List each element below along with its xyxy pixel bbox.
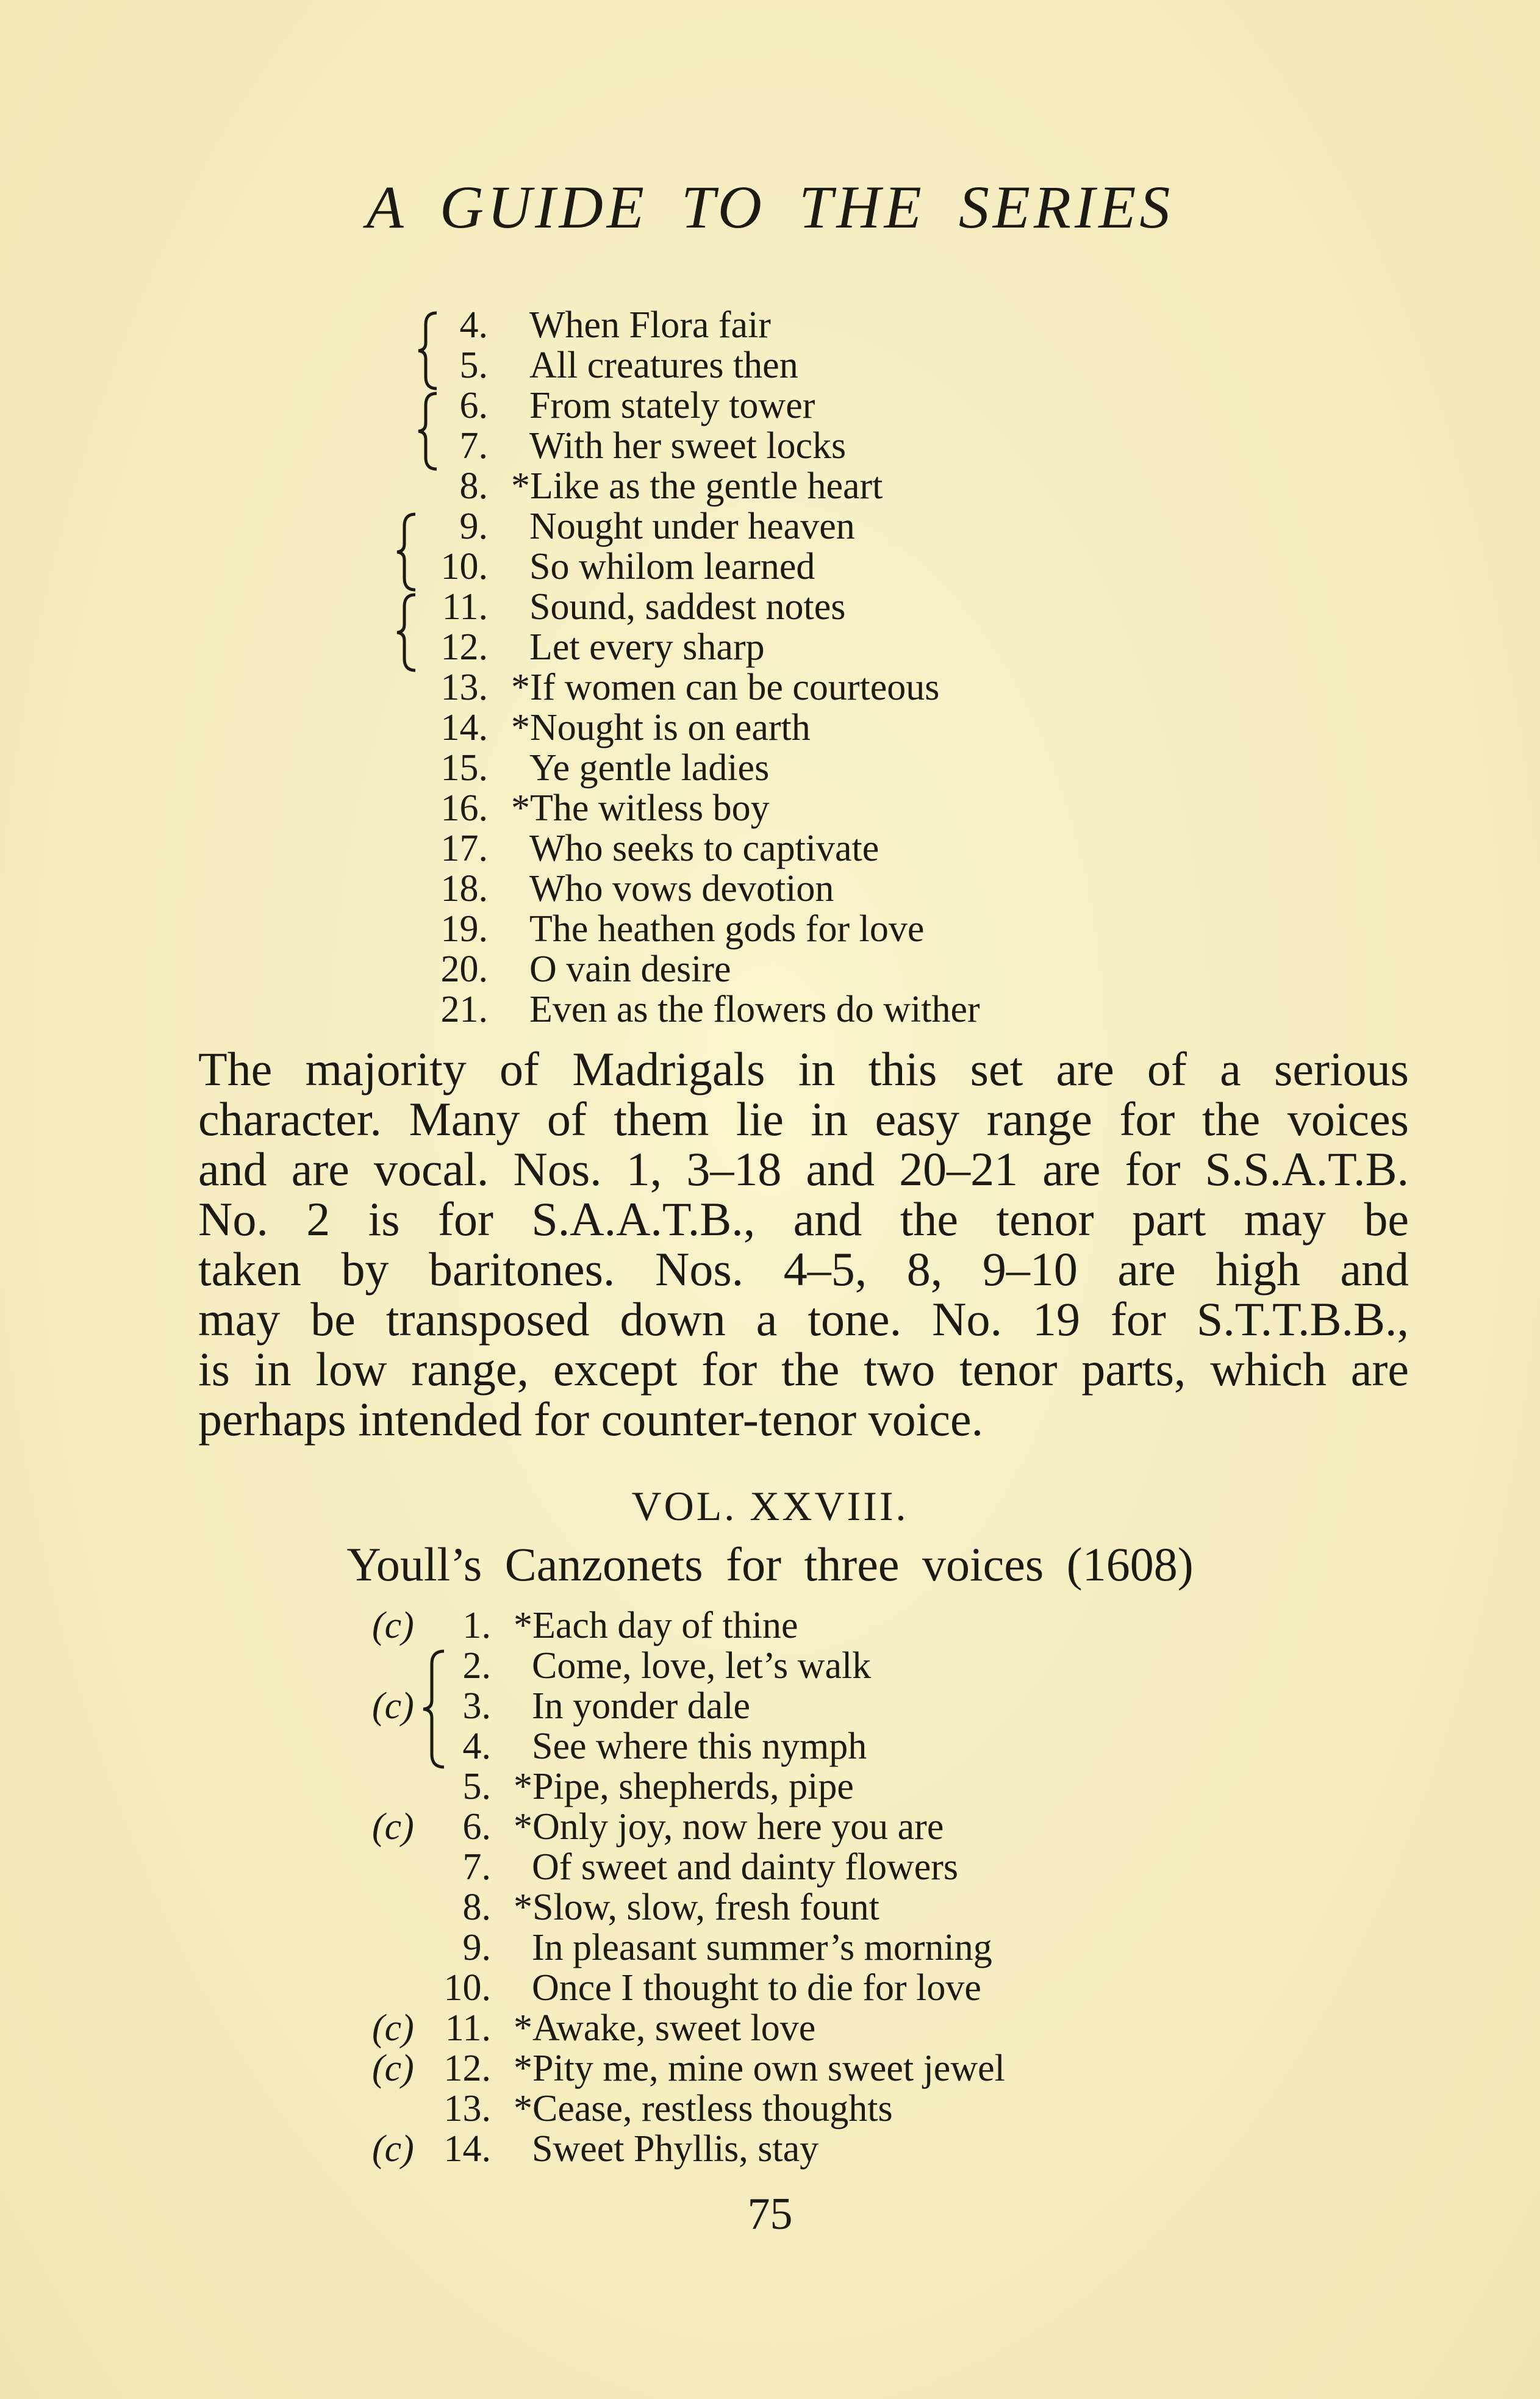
item-title: *Only joy, now here you are xyxy=(514,1806,944,1848)
item-title: O vain desire xyxy=(529,948,731,990)
item-title: See where this nymph xyxy=(532,1726,867,1767)
item-number: 2. xyxy=(462,1645,491,1687)
item-title: *Each day of thine xyxy=(514,1605,798,1646)
brace-9-10 xyxy=(393,512,418,592)
paragraph-line: and are vocal. Nos. 1, 3–18 and 20–21 are for S.S.A.T.B. xyxy=(198,1142,1409,1196)
item-number: 13. xyxy=(440,667,488,708)
item-title: *Like as the gentle heart xyxy=(511,465,883,507)
volume-label: VOL. XXVIII. xyxy=(631,1483,909,1529)
item-number: 9. xyxy=(459,506,488,547)
item-title: *Pity me, mine own sweet jewel xyxy=(514,2048,1005,2089)
item-number: 8. xyxy=(459,465,488,507)
item-title: The heathen gods for love xyxy=(529,908,925,950)
item-title: *If women can be courteous xyxy=(511,667,940,708)
paragraph-line: is in low range, except for the two tenor parts, which are xyxy=(198,1343,1409,1396)
c-marker: (c) xyxy=(372,2048,414,2089)
page-number: 75 xyxy=(747,2189,793,2239)
item-number: 14. xyxy=(440,707,488,748)
item-number: 5. xyxy=(459,345,488,386)
item-number: 13. xyxy=(443,2088,491,2129)
item-title: From stately tower xyxy=(529,385,815,426)
item-title: *Awake, sweet love xyxy=(514,2007,816,2049)
c-marker: (c) xyxy=(372,1605,414,1646)
description-paragraph xyxy=(198,1044,1409,1444)
item-title: Sound, saddest notes xyxy=(529,586,846,628)
brace-11-12 xyxy=(393,593,418,672)
item-number: 19. xyxy=(440,908,488,950)
paragraph-line: No. 2 is for S.A.A.T.B., and the tenor part may be xyxy=(198,1192,1409,1246)
item-number: 9. xyxy=(462,1927,491,1968)
c-marker: (c) xyxy=(372,2128,414,2170)
volume-title: Youll’s Canzonets for three voices (1608) xyxy=(346,1538,1194,1591)
item-title: *Nought is on earth xyxy=(511,707,811,748)
item-title: Even as the flowers do wither xyxy=(529,989,980,1030)
item-number: 14. xyxy=(443,2128,491,2170)
c-marker: (c) xyxy=(372,1806,414,1848)
item-number: 3. xyxy=(462,1685,491,1727)
item-title: Who vows devotion xyxy=(529,868,834,909)
item-number: 16. xyxy=(440,787,488,829)
item-title: In yonder dale xyxy=(532,1685,751,1727)
item-title: When Flora fair xyxy=(529,304,771,346)
item-number: 18. xyxy=(440,868,488,909)
item-number: 11. xyxy=(445,2007,491,2049)
item-title: *Slow, slow, fresh fount xyxy=(514,1887,879,1928)
item-title: Once I thought to die for love xyxy=(532,1967,981,2009)
running-head: A GUIDE TO THE SERIES xyxy=(366,173,1174,241)
item-title: Sweet Phyllis, stay xyxy=(532,2128,819,2170)
item-title: Nought under heaven xyxy=(529,506,855,547)
item-number: 5. xyxy=(462,1766,491,1807)
c-marker: (c) xyxy=(372,1685,414,1727)
item-title: *Cease, restless thoughts xyxy=(514,2088,893,2129)
paragraph-line: taken by baritones. Nos. 4–5, 8, 9–10 are high and xyxy=(198,1243,1409,1296)
item-number: 4. xyxy=(462,1726,491,1767)
item-title: Ye gentle ladies xyxy=(529,747,770,789)
item-number: 11. xyxy=(442,586,488,628)
item-number: 20. xyxy=(440,948,488,990)
item-number: 12. xyxy=(440,626,488,668)
brace-6-7 xyxy=(415,392,439,471)
item-title: In pleasant summer’s morning xyxy=(532,1927,992,1968)
item-title: *The witless boy xyxy=(511,787,770,829)
brace-2-4 xyxy=(421,1649,446,1769)
item-number: 21. xyxy=(440,989,488,1030)
item-number: 12. xyxy=(443,2048,491,2089)
item-title: Of sweet and dainty flowers xyxy=(532,1846,959,1888)
item-number: 4. xyxy=(459,304,488,346)
item-title: All creatures then xyxy=(529,345,798,386)
item-number: 1. xyxy=(462,1605,491,1646)
item-title: *Pipe, shepherds, pipe xyxy=(514,1766,854,1807)
item-number: 8. xyxy=(462,1887,491,1928)
item-number: 10. xyxy=(443,1967,491,2009)
item-number: 6. xyxy=(462,1806,491,1848)
item-number: 7. xyxy=(462,1846,491,1888)
item-title: Let every sharp xyxy=(529,626,765,668)
paragraph-line: character. Many of them lie in easy range for the voices xyxy=(198,1092,1409,1146)
item-number: 6. xyxy=(459,385,488,426)
brace-4-5 xyxy=(415,311,439,390)
item-number: 17. xyxy=(440,828,488,869)
item-title: Who seeks to captivate xyxy=(529,828,879,869)
item-title: Come, love, let’s walk xyxy=(532,1645,872,1687)
item-number: 7. xyxy=(459,425,488,467)
c-marker: (c) xyxy=(372,2007,414,2049)
item-title: With her sweet locks xyxy=(529,425,847,467)
item-number: 15. xyxy=(440,747,488,789)
paragraph-line: perhaps intended for counter-tenor voice. xyxy=(198,1393,984,1446)
item-title: So whilom learned xyxy=(529,546,815,587)
paragraph-line: may be transposed down a tone. No. 19 for S.T.T.B.B., xyxy=(198,1293,1409,1346)
item-number: 10. xyxy=(440,546,488,587)
paragraph-line: The majority of Madrigals in this set are of a serious xyxy=(198,1042,1409,1096)
